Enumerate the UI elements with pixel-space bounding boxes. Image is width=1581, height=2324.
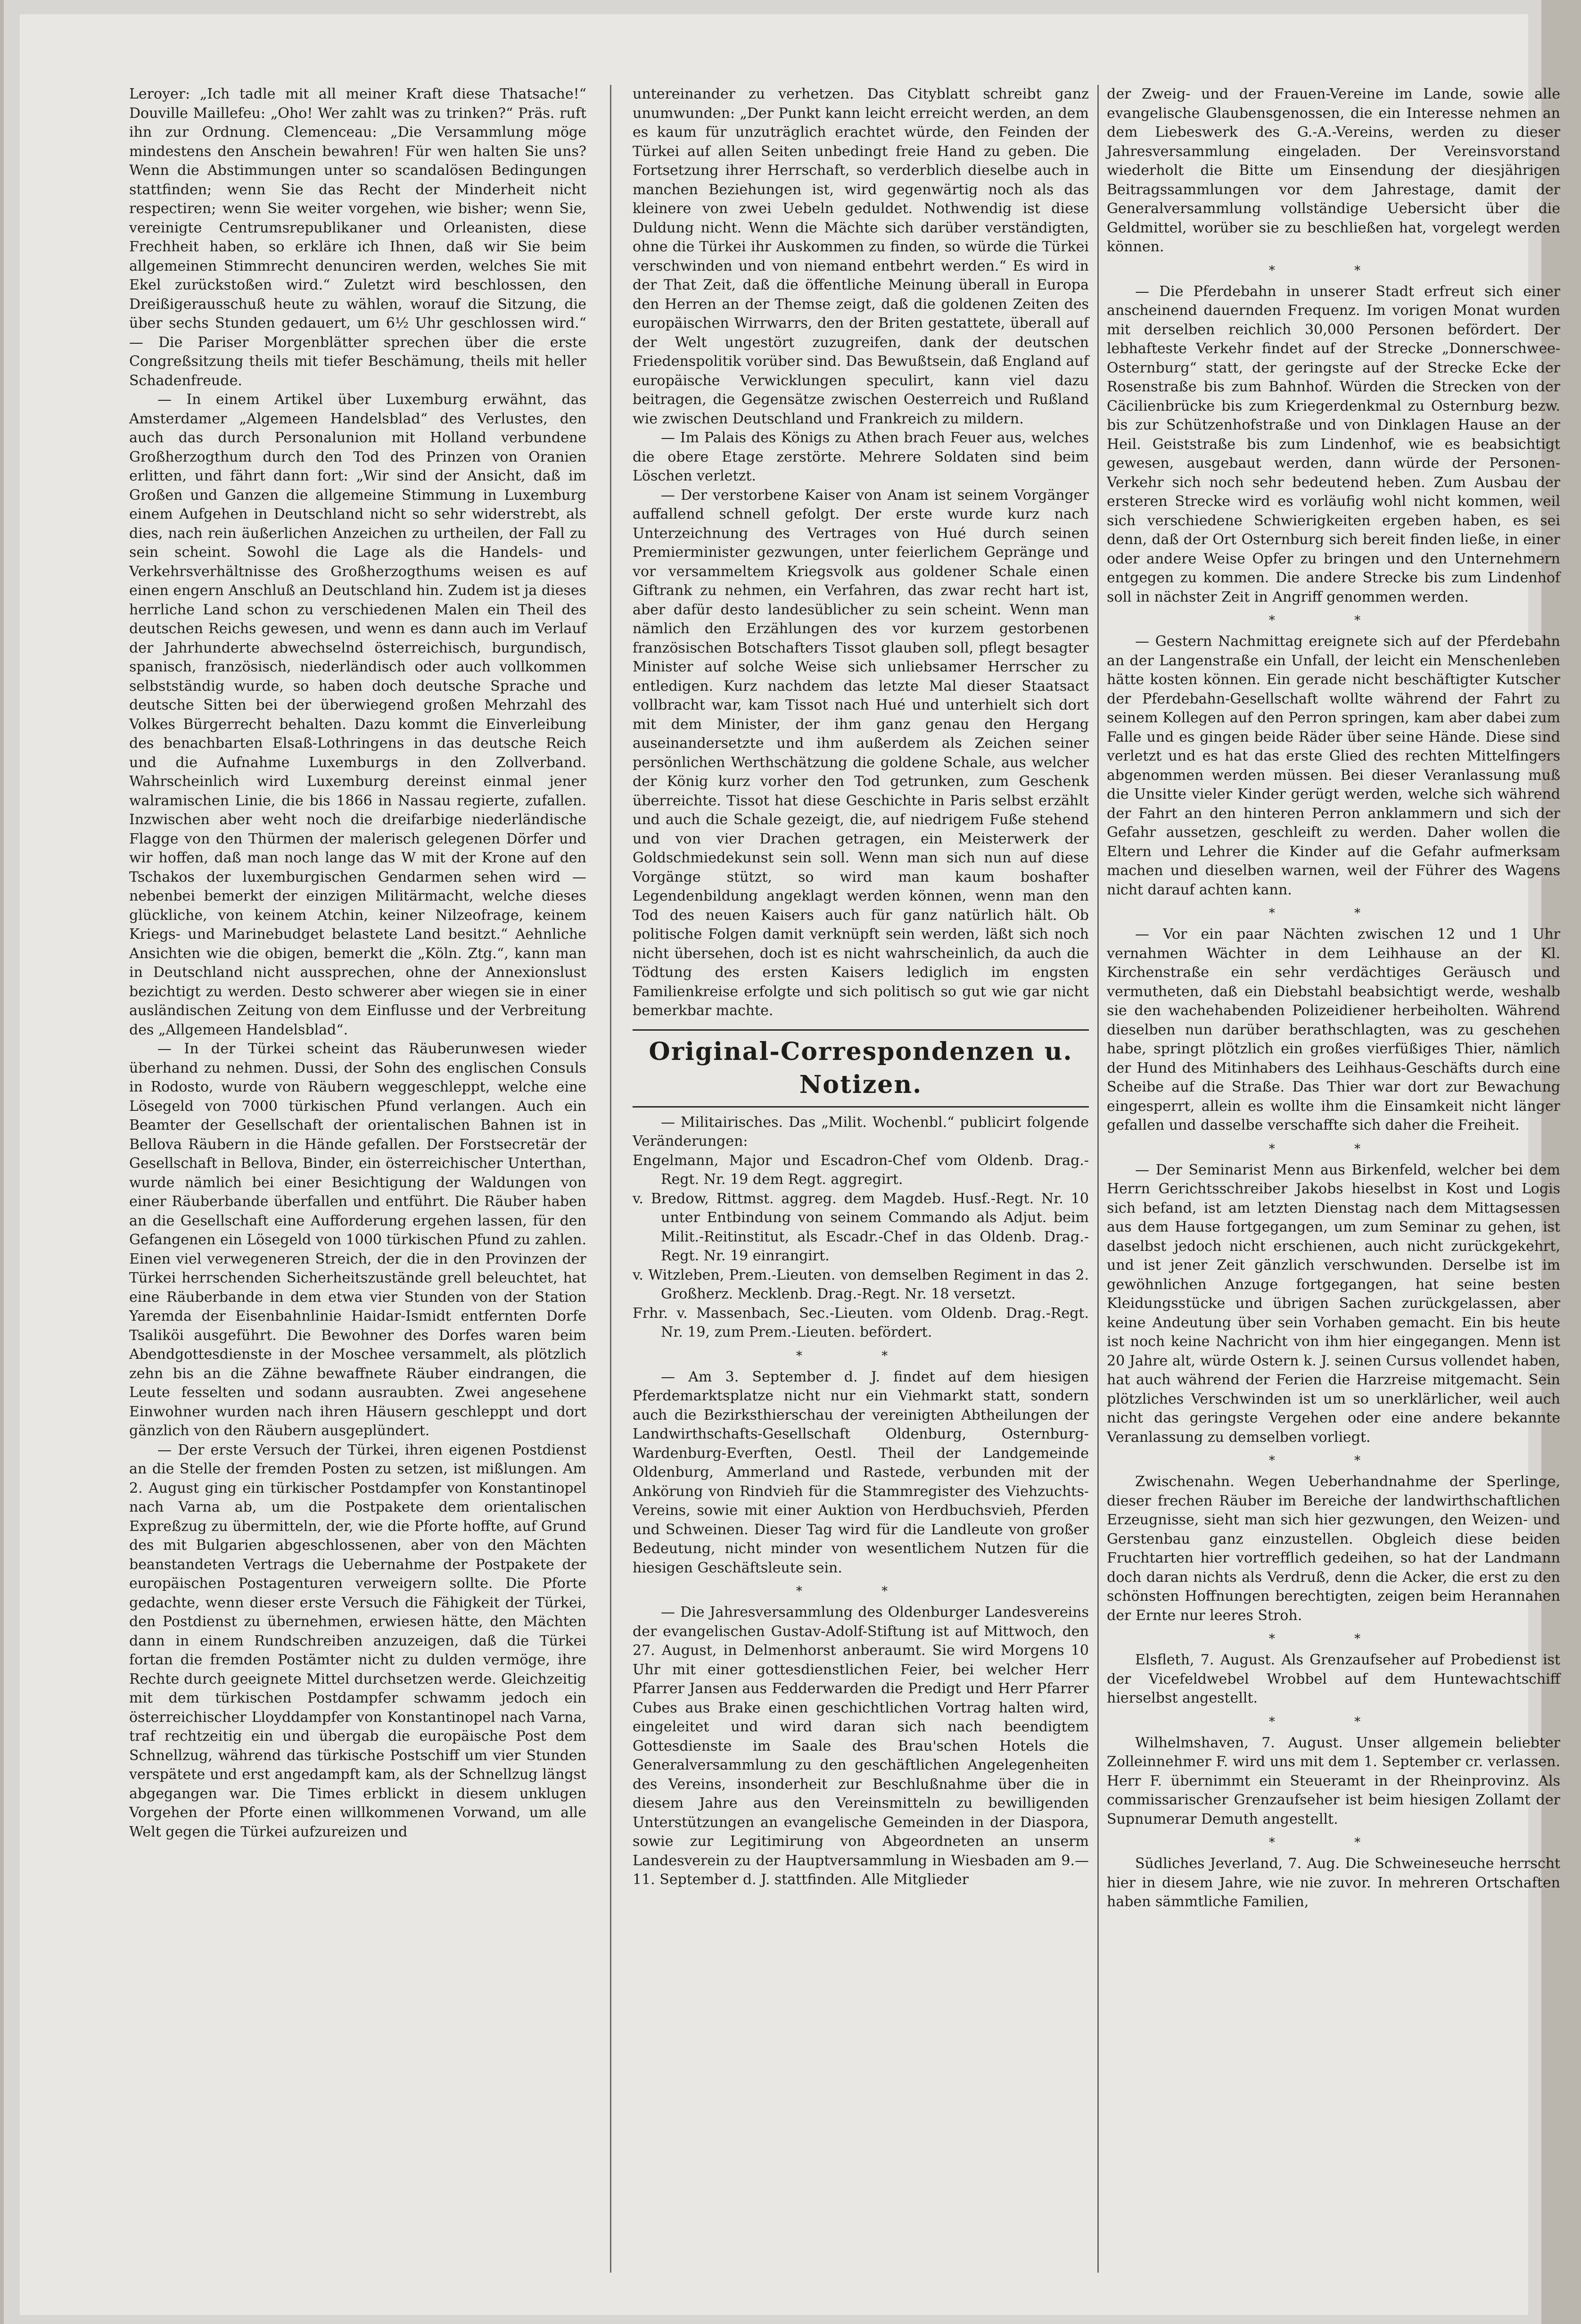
article-jeverland: Südliches Jeverland, 7. Aug. Die Schweineseuche herrscht hier in diesem Jahre, wie nie zuvor. In mehreren Ortschaften haben sämmtliche Familien, xyxy=(1107,1855,1560,1910)
article-seminarist: — Der Seminarist Menn aus Birkenfeld, welcher bei dem Herrn Gerichtsschreiber Jakobs hieselbst in Kost und Logis sich befand, ist am letzten Dienstag nach dem Mittagsessen aus dem Hause fortgegangen, um zum Seminar zu gehen, ist daselbst jedoch nicht erschienen, auch nicht zurückgekehrt, und ist jener Zeit gänzlich verschwunden. Derselbe ist im gewöhnlichen Anzuge fortgegangen, hat seine besten Kleidungsstücke und übrigen Sachen zurückgelassen, aber keine Andeutung über sein Vorhaben gemacht. Ein bis heute ist noch keine Nachricht von ihm hier eingegangen. Menn ist 20 Jahre alt, würde Ostern k. J. seinen Cursus vollendet haben, hat auch während der Ferien die Harzreise mitgemacht. Sein plötzliches Verschwinden ist um so unerklärlicher, weil auch nicht das geringste Vergehen oder eine andere bekannte Veranlassung zu demselben vorliegt. xyxy=(1107,1161,1560,1446)
column-left xyxy=(129,85,586,1842)
separator-asterisks: * * xyxy=(1268,1836,1399,1850)
article-tuerkei-postdienst: — Der erste Versuch der Türkei, ihren eigenen Postdienst an die Stelle der fremden Posten zu setzen, ist mißlungen. Am 2. August ging ein türkischer Postdampfer von Konstantinopel nach Varna ab, um die Postpakete dem orientalischen Expreßzug zu übermitteln, der, wie die Pforte hoffte, auf Grund des mit Bulgarien abgeschlossenen, aber von den Mächten beanstandeten Vertrags die Uebernahme der Postpakete der europäischen Postagenturen verweigern sollte. Die Pforte gedachte, wenn dieser erste Versuch die Fähigkeit der Türkei, den Postdienst zu übernehmen, erwiesen hätte, den Mächten dann in einem Rundschreiben anzuzeigen, daß die Türkei fortan die fremden Postämter nicht zu dulden vermöge, ihre Rechte durch geeignete Mittel durchsetzen werde. Gleichzeitig mit dem türkischen Postdampfer schwamm jedoch ein österreichischer Lloyddampfer von Konstantinopel nach Varna, traf rechtzeitig ein und übergab die europäische Post dem Schnellzug, während das türkische Postschiff um vier Stunden verspätete und erst angedampft kam, als der Schnellzug längst abgegangen war. Die Times erblickt in diesem unklugen Vorgehen der Pforte einen willkommenen Vorwand, um alle Welt gegen die Türkei aufzureizen und xyxy=(129,1441,586,1840)
column-right xyxy=(1107,85,1560,1912)
military-list-item: v. Witzleben, Prem.-Lieuten. von demselben Regiment in das 2. Großherz. Mecklenb. Drag.-Regt. Nr. 18 versetzt. xyxy=(633,1266,1089,1302)
newspaper-page xyxy=(20,14,1560,2315)
military-list xyxy=(633,1151,1089,1342)
article-viehmarkt: — Am 3. September d. J. findet auf dem hiesigen Pferdemarktsplatze nicht nur ein Viehmarkt statt, sondern auch die Bezirksthierschau der vereinigten Abtheilungen der Landwirthschafts-Gesellschaft Oldenburg, Osternburg-Wardenburg-Everften, Oestl. Theil der Landgemeinde Oldenburg, Ammerland und Rastede, verbunden mit der Ankörung von Rindvieh für die Stammregister des Viehzuchts-Vereins, sowie mit einer Auktion von Herdbuchsvieh, Pferden und Schweinen. Dieser Tag wird für die Landleute von großer Bedeutung, nicht minder von wesentlichem Nutzen für die hiesigen Geschäftsleute sein. xyxy=(633,1368,1089,1576)
separator-asterisks: * * xyxy=(1268,1714,1399,1729)
separator-asterisks: * * xyxy=(796,1348,926,1363)
article-gustav-adolf: — Die Jahresversammlung des Oldenburger Landesvereins der evangelischen Gustav-Adolf-Stiftung ist auf Mittwoch, den 27. August, in Delmenhorst anberaumt. Sie wird Morgens 10 Uhr mit einer gottesdienstlichen Feier, bei welcher Herr Pfarrer Jansen aus Fedderwarden die Predigt und Herr Pfarrer Cubes aus Brake einen geschichtlichen Vortrag halten wird, eingeleitet und wird daran sich nach beendigtem Gottesdienste im Saale des Brau'schen Hotels die Generalversammlung zu den geschäftlichen Angelegenheiten des Vereins, insonderheit zur Beschlußnahme über die in diesem Jahre aus den Vereinsmitteln zu bewilligenden Unterstützungen an evangelische Gemeinden in der Diaspora, sowie zur Legitimirung von Abgeordneten an unserm Landesverein zu der Hauptversammlung in Wiesbaden am 9.—11. September d. J. stattfinden. Alle Mitglieder xyxy=(633,1604,1089,1888)
article-elsfleth: Elsfleth, 7. August. Als Grenzaufseher auf Probedienst ist der Vicefeldwebel Wrobbel auf dem Huntewachtschiff hierselbst angestellt. xyxy=(1107,1652,1560,1706)
article-zwischenahn: Zwischenahn. Wegen Ueberhandnahme der Sperlinge, dieser frechen Räuber im Bereiche der landwirthschaftlichen Erzeugnisse, sieht man sich hier gezwungen, den Weizen- und Gerstenbau ganz einzustellen. Obgleich diese beiden Fruchtarten hier vortrefflich gedeihen, so hat der Landmann doch daran nichts als Verdruß, denn die Acker, die erst zu den schönsten Hoffnungen berechtigten, zeigen beim Herannahen der Ernte nur leeres Stroh. xyxy=(1107,1473,1560,1624)
heading-rule-bottom xyxy=(633,1106,1089,1108)
separator-asterisks: * * xyxy=(796,1584,926,1598)
scan-background xyxy=(4,0,1560,2324)
military-list-item: v. Bredow, Rittmst. aggreg. dem Magdeb. Husf.-Regt. Nr. 10 unter Entbindung von seinem Commando als Adjut. beim Milit.-Reitinstitut, als Escadr.-Chef in das Oldenb. Drag.-Regt. Nr. 19 einrangirt. xyxy=(633,1190,1089,1264)
article-wilhelmshaven: Wilhelmshaven, 7. August. Unser allgemein beliebter Zolleinnehmer F. wird uns mit dem 1. September cr. verlassen. Herr F. übernimmt ein Steueramt in der Rheinprovinz. Als commissarischer Grenzaufseher ist beim hiesigen Zollamt der Supnumerar Demuth angestellt. xyxy=(1107,1734,1560,1828)
column-divider-2 xyxy=(1097,85,1099,2273)
article-paris-congress: Leroyer: „Ich tadle mit all meiner Kraft diese Thatsache!“ Douville Maillefeu: „Oho! Wer zahlt was zu trinken?“ Präs. ruft ihn zur Ordnung. Clemenceau: „Die Versammlung möge mindestens den Anschein bewahren! Für wen halten Sie uns? Wenn die Abstimmungen unter so scandalösen Bedingungen stattfinden; wenn Sie das Recht der Minderheit nicht respectiren; wenn Sie weiter vorgehen, wie bisher; wenn Sie, vereinigte Centrumsrepublikaner und Orleanisten, diese Frechheit haben, so erkläre ich Ihnen, daß wir Sie beim allgemeinen Stimmrecht denunciren werden, welches Sie mit Ekel zurückstoßen wird.“ Zuletzt wird beschlossen, den Dreißigerausschuß heute zu wählen, worauf die Sitzung, die über sechs Stunden gedauert, um 6½ Uhr geschlossen wird.“ — Die Pariser Morgenblätter sprechen über die erste Congreßsitzung theils mit tiefer Beschämung, theils mit heller Schadenfreude. xyxy=(129,86,586,389)
separator-asterisks: * * xyxy=(1268,613,1399,628)
article-cityblatt: untereinander zu verhetzen. Das Cityblatt schreibt ganz unumwunden: „Der Punkt kann leicht erreicht werden, an dem es kaum für unzuträglich erachtet würde, den Feinden der Türkei auf allen Seiten unbedingt freie Hand zu geben. Die Fortsetzung ihrer Herrschaft, so verderblich dieselbe auch in manchen Beziehungen ist, wird gegenwärtig noch als das kleinere von zwei Uebeln geduldet. Nothwendig ist diese Duldung nicht. Wenn die Mächte sich darüber verständigten, ohne die Türkei ihr Auskommen zu finden, so würde die Türkei verschwinden und von niemand entbehrt werden.“ Es wird in der That Zeit, daß die öffentliche Meinung überall in Europa den Herren an der Themse zeigt, daß die goldenen Zeiten des europäischen Wirrwarrs, den der Briten gestattete, überall auf der Welt ungestört zuzugreifen, dank der deutschen Friedenspolitik vorüber sind. Das Bewußtsein, daß England auf europäische Verwicklungen speculirt, kann viel dazu beitragen, die Gegensätze zwischen Oesterreich und Rußland wie zwischen Deutschland und Frankreich zu mildern. xyxy=(633,86,1089,427)
article-luxemburg: — In einem Artikel über Luxemburg erwähnt, das Amsterdamer „Algemeen Handelsblad“ des Verlustes, den auch das durch Personalunion mit Holland verbundene Großherzogthum durch den Tod des Prinzen von Oranien erlitten, und fährt dann fort: „Wir sind der Ansicht, daß im Großen und Ganzen die allgemeine Stimmung in Luxemburg einem Aufgehen in Deutschland nicht so sehr widerstrebt, als dies, nach rein äußerlichen Anzeichen zu urtheilen, der Fall zu sein scheint. Sowohl die Lage als die Handels- und Verkehrsverhältnisse des Großherzogthums weisen es auf einen engern Anschluß an Deutschland hin. Zudem ist ja dieses herrliche Land schon zu verschiedenen Malen ein Theil des deutschen Reichs gewesen, und wenn es dann auch im Verlauf der Jahrhunderte abwechselnd österreichisch, burgundisch, spanisch, französisch, niederländisch oder auch vollkommen selbstständig wurde, so haben doch deutsche Sprache und deutsche Sitten bei der überwiegend großen Mehrzahl des Volkes Bürgerrecht behalten. Dazu kommt die Einverleibung des benachbarten Elsaß-Lothringens in das deutsche Reich und die Aufnahme Luxemburgs in den Zollverband. Wahrscheinlich wird Luxemburg dereinst einmal jener walramischen Linie, die bis 1866 in Nassau regierte, zufallen. Inzwischen aber weht noch die dreifarbige niederländische Flagge von den Thürmen der malerisch gelegenen Dörfer und wir hoffen, daß man noch lange das W mit der Krone auf den Tschakos der luxemburgischen Gendarmen sehen wird — nebenbei bemerkt der einzigen Militärmacht, welche dieses glückliche, von keinem Atchin, keiner Nilzeofrage, keinem Kriegs- und Marinebudget belastete Land besitzt.“ Aehnliche Ansichten wie die obigen, bemerkt die „Köln. Ztg.“, kann man in Deutschland nicht aussprechen, ohne der Annexionslust bezichtigt zu werden. Desto schwerer aber wiegen sie in einer ausländischen Zeitung von dem Einflusse und der Verbreitung des „Allgemeen Handelsblad“. xyxy=(129,391,586,1038)
separator-asterisks: * * xyxy=(1268,1141,1399,1156)
separator-asterisks: * * xyxy=(1268,1632,1399,1646)
article-athen: — Im Palais des Königs zu Athen brach Feuer aus, welches die obere Etage zerstörte. Mehrere Soldaten sind beim Löschen verletzt. xyxy=(633,430,1089,484)
column-divider-1 xyxy=(610,85,611,2273)
column-middle xyxy=(633,85,1089,1890)
article-geraeusch: — Vor ein paar Nächten zwischen 12 und 1 Uhr vernahmen Wächter in dem Leihhause an der Kl. Kirchenstraße ein sehr verdächtiges Geräusch und vermutheten, daß ein Diebstahl beabsichtigt werde, weshalb sie den wachehabenden Polizeidiener herbeiholten. Während dieselben nun darüber berathschlagten, was zu geschehen habe, springt plötzlich ein großes vierfüßiges Thier, nämlich der Hund des Mitinhabers des Leihhaus-Geschäfts durch eine Scheibe auf die Straße. Das Thier war dort zur Bewachung eingesperrt, allein es wollte ihm die Einsamkeit nicht länger gefallen und dasselbe verschaffte sich daher die Freiheit. xyxy=(1107,926,1560,1133)
military-list-item: Frhr. v. Massenbach, Sec.-Lieuten. vom Oldenb. Drag.-Regt. Nr. 19, zum Prem.-Lieuten. befördert. xyxy=(633,1305,1089,1340)
separator-asterisks: * * xyxy=(1268,1454,1399,1468)
military-list-item: Engelmann, Major und Escadron-Chef vom Oldenb. Drag.-Regt. Nr. 19 dem Regt. aggregirt. xyxy=(633,1152,1089,1188)
separator-asterisks: * * xyxy=(1268,263,1399,278)
article-militairisches: — Militairisches. Das „Milit. Wochenbl.“ publicirt folgende Veränderungen: xyxy=(633,1114,1089,1150)
heading-rule-top xyxy=(633,1029,1089,1031)
section-heading: Original-Correspondenzen u. Notizen. xyxy=(649,1037,1073,1099)
separator-asterisks: * * xyxy=(1268,906,1399,920)
article-unfall: — Gestern Nachmittag ereignete sich auf der Pferdebahn an der Langenstraße ein Unfall, der leicht ein Menschenleben hätte kosten können. Ein gerade nicht beschäftigter Kutscher der Pferdebahn-Gesellschaft wollte während der Fahrt zu seinem Kollegen auf den Perron springen, kam aber dabei zum Falle und es gingen beide Räder über seine Hände. Diese sind verletzt und es hat das erste Glied des rechten Mittelfingers abgenommen werden müssen. Bei dieser Veranlassung muß die Unsitte vieler Kinder gerügt werden, welche sich während der Fahrt an den hinteren Perron anklammern und sich der Gefahr aussetzen, geschleift zu werden. Daher wollen die Eltern und Lehrer die Kinder auf die Gefahr aufmerksam machen und dieselben warnen, weil der Führer des Wagens nicht darauf achten kann. xyxy=(1107,633,1560,898)
article-pferdebahn: — Die Pferdebahn in unserer Stadt erfreut sich einer anscheinend dauernden Frequenz. Im vorigen Monat wurden mit derselben reichlich 30,000 Personen befördert. Der lebhafteste Verkehr findet auf der Strecke „Donnerschwee-Osternburg“ statt, der geringste auf der Strecke Ecke der Rosenstraße bis zum Bahnhof. Würden die Strecken von der Cäcilienbrücke bis zum Kriegerdenkmal zu Osternburg bezw. bis zur Schützenhofstraße und von Dinklagen Hause an der Heil. Geiststraße bis zum Lindenhof, wie es beabsichtigt gewesen, ausgebaut werden, dann würde der Personen-Verkehr sich noch sehr bedeutend heben. Zum Ausbau der ersteren Strecke wird es vorläufig wohl nicht kommen, weil sich verschiedene Schwierigkeiten ergeben haben, es sei denn, daß der Ort Osternburg sich bereit finden ließe, in einer oder andere Weise Opfer zu bringen und den Unternehmern entgegen zu kommen. Die andere Strecke bis zum Lindenhof soll in nächster Zeit in Angriff genommen werden. xyxy=(1107,283,1560,605)
article-gustav-adolf-cont: der Zweig- und der Frauen-Vereine im Lande, sowie alle evangelische Glaubensgenossen, die ein Interesse nehmen an dem Liebeswerk des G.-A.-Vereins, werden zu dieser Jahresversammlung eingeladen. Der Vereinsvorstand wiederholt die Bitte um Einsendung der diesjährigen Beitragssammlungen vor dem Jahrestage, damit der Generalversammlung vollständige Uebersicht über die Geldmittel, worüber sie zu beschließen hat, vorgelegt werden können. xyxy=(1107,86,1560,255)
article-tuerkei-raeuber: — In der Türkei scheint das Räuberunwesen wieder überhand zu nehmen. Dussi, der Sohn des englischen Consuls in Rodosto, wurde von Räubern weggeschleppt, welche eine Lösegeld von 7000 türkischen Pfund verlangen. Auch ein Beamter der Gesellschaft der orientalischen Bahnen ist in Bellova Räubern in die Hände gefallen. Der Forstsecretär der Gesellschaft in Bellova, Binder, ein österreichischer Unterthan, wurde nämlich bei einer Besichtigung der Waldungen von einer Räuberbande überfallen und entführt. Die Räuber haben an die Gesellschaft eine Aufforderung ergehen lassen, für den Gefangenen ein Lösegeld von 1000 türkischen Pfund zu zahlen. Einen viel verwegeneren Streich, der die in den Provinzen der Türkei herrschenden Sicherheitszustände grell beleuchtet, hat eine Räuberbande in dem etwa vier Stunden von der Station Yaremda der Eisenbahnlinie Haidar-Ismidt entfernten Dorfe Tsaliköi ausgeführt. Die Bewohner des Dorfes waren beim Abendgottesdienste in der Moschee versammelt, als plötzlich zehn bis an die Zähne bewaffnete Räuber eindrangen, die Leute fesselten und sodann ausraubten. Zwei angesehene Einwohner wurden nach ihren Häusern geschleppt und dort gänzlich von den Räubern ausgeplündert. xyxy=(129,1041,586,1439)
article-anam: — Der verstorbene Kaiser von Anam ist seinem Vorgänger auffallend schnell gefolgt. Der erste wurde kurz nach Unterzeichnung des Vertrages von Hué durch seinen Premierminister gezwungen, unter feierlichem Gepränge und vor versammeltem Kriegsvolk aus goldener Schale einen Giftrank zu nehmen, ein Verfahren, das zwar recht hart ist, aber dafür desto landesüblicher zu sein scheint. Wenn man nämlich den Erzählungen des vor kurzem gestorbenen französischen Botschafters Tissot glauben soll, pflegt besagter Minister auf solche Weise sich unliebsamer Herrscher zu entledigen. Kurz nachdem das letzte Mal dieser Staatsact vollbracht war, kam Tissot nach Hué und unterhielt sich dort mit dem Minister, der ihm ganz genau den Hergang auseinandersetzte und ihm außerdem als Zeichen seiner persönlichen Werthschätzung die goldene Schale, aus welcher der König kurz vorher den Tod getrunken, zum Geschenk überreichte. Tissot hat diese Geschichte in Paris selbst erzählt und auch die Schale gezeigt, die, auf niedrigem Fuße stehend und von vier Drachen getragen, ein Meisterwerk der Goldschmiedekunst sein soll. Wenn man sich nun auf diese Vorgänge stützt, so wird man kaum boshafter Legendenbildung angeklagt werden können, wenn man den Tod des neuen Kaisers auch für ganz natürlich hält. Ob politische Folgen damit verknüpft sein werden, läßt sich noch nicht übersehen, doch ist es nicht wahrscheinlich, da auch die Tödtung des ersten Kaisers lediglich im engsten Familienkreise erfolgte und sich politisch so gut wie gar nicht bemerkbar machte. xyxy=(633,487,1089,1019)
